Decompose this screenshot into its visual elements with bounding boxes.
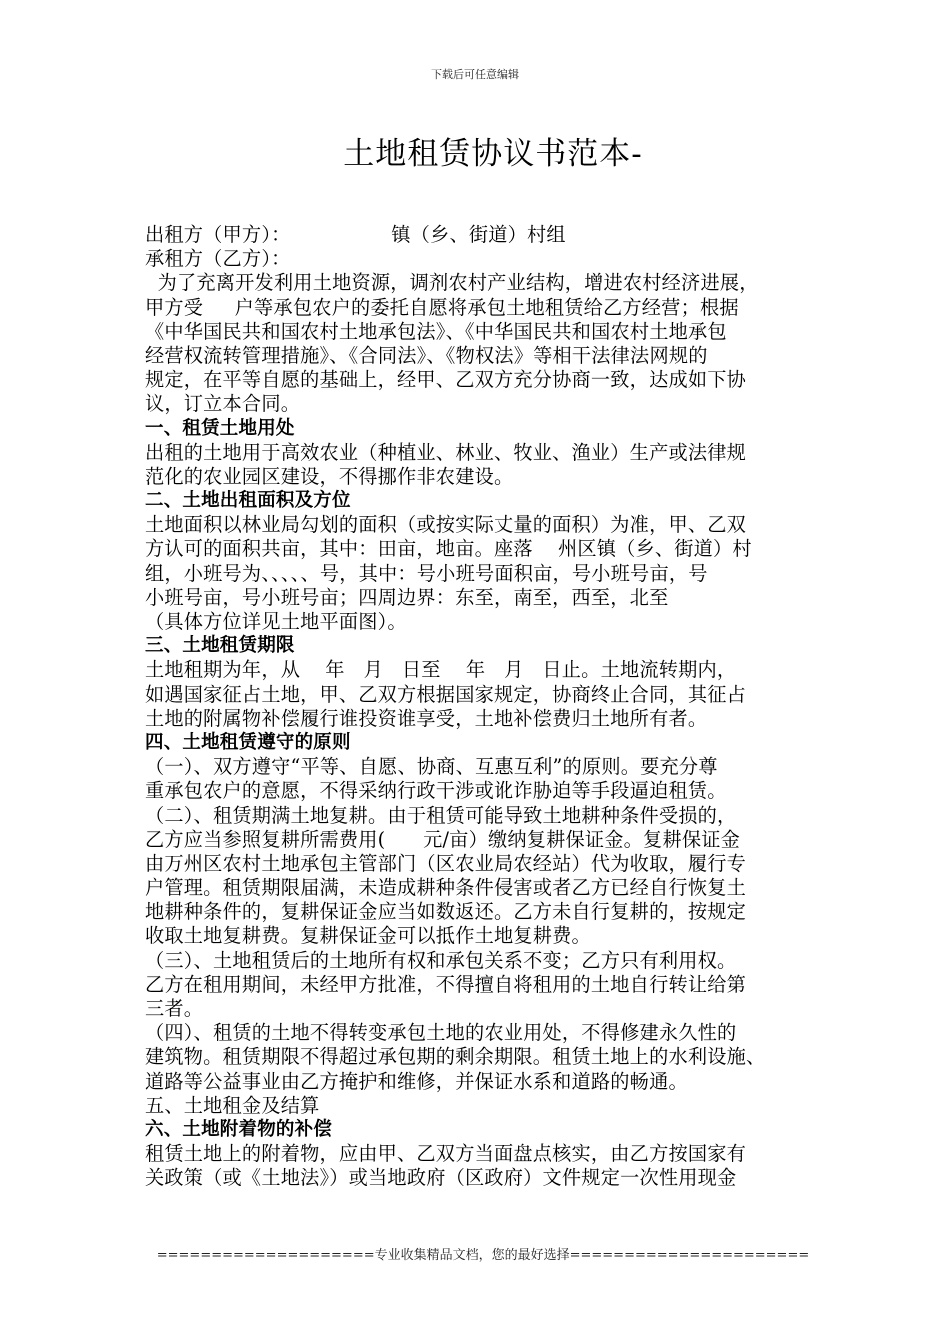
paragraph-line: 乙方应当参照复耕所需费用( 元/亩）缴纳复耕保证金。复耕保证金 xyxy=(145,827,740,851)
paragraph-line: 建筑物。租赁期限不得超过承包期的剩余期限。租赁土地上的水利设施、 xyxy=(145,1045,766,1069)
paragraph-line: 土地面积以林业局勾划的面积（或按实际丈量的面积）为准，甲、乙双 xyxy=(145,513,747,537)
paragraph-line: 道路等公益事业由乙方掩护和维修，并保证水系和道路的畅通。 xyxy=(145,1069,688,1093)
paragraph-line: 关政策（或《土地法》）或当地政府（区政府）文件规定一次性用现金 xyxy=(145,1166,737,1190)
paragraph-line: 户管理。租赁期限届满，未造成耕种条件侵害或者乙方已经自行恢复土 xyxy=(145,876,747,900)
section-heading: 六、土地附着物的补偿 xyxy=(145,1118,333,1140)
paragraph-line: 出租的土地用于高效农业（种植业、林业、牧业、渔业）生产或法律规 xyxy=(145,440,747,464)
paragraph-line: 收取土地复耕费。复耕保证金可以抵作土地复耕费。 xyxy=(145,924,591,948)
paragraph-line: 五、土地租金及结算 xyxy=(145,1093,320,1117)
paragraph-line: 出租方（甲方）： 镇（乡、街道）村组 xyxy=(145,223,566,246)
paragraph-line: 经营权流转管理措施》、《合同法》、《物权法》等相干法律法网规的 xyxy=(145,343,708,367)
header-note: 下载后可任意编辑 xyxy=(431,68,519,81)
paragraph-line: 规定，在平等自愿的基础上，经甲、乙双方充分协商一致，达成如下协 xyxy=(145,368,747,392)
paragraph-line: 承租方（乙方）： xyxy=(145,247,291,271)
paragraph-line: 范化的农业园区建设，不得挪作非农建设。 xyxy=(145,464,514,488)
paragraph-line: 如遇国家征占土地，甲、乙双方根据国家规定，协商终止合同，其征占 xyxy=(145,682,747,706)
paragraph-line: 重承包农户的意愿，不得采纳行政干涉或讹诈胁迫等手段逼迫租赁。 xyxy=(145,779,727,803)
section-heading: 三、土地租赁期限 xyxy=(145,635,295,657)
paragraph-line: 议，订立本合同。 xyxy=(145,392,301,416)
paragraph-line: 乙方在租用期间，未经甲方批准，不得擅自将租用的土地自行转让给第 xyxy=(145,972,747,996)
paragraph-line: 三者。 xyxy=(145,997,204,1020)
paragraph-line: 地耕种条件的，复耕保证金应当如数返还。乙方未自行复耕的，按规定 xyxy=(145,900,747,924)
paragraph-line: 为了充离开发利用土地资源，调剂农村产业结构，增进农村经济进展， xyxy=(145,271,759,295)
paragraph-line: 由万州区农村土地承包主管部门（区农业局农经站）代为收取，履行专 xyxy=(145,851,747,875)
paragraph-line: （具体方位详见土地平面图）。 xyxy=(145,610,407,633)
paragraph-line: （三）、土地租赁后的土地所有权和承包关系不变；乙方只有利用权。 xyxy=(145,948,737,972)
section-heading: 四、土地租赁遵守的原则 xyxy=(145,731,351,753)
document-title: 土地租赁协议书范本- xyxy=(343,136,643,172)
paragraph-line: （一）、双方遵守“平等、自愿、协商、互惠互利”的原则。要充分尊 xyxy=(145,755,718,779)
paragraph-line: （二）、租赁期满土地复耕。由于租赁可能导致土地耕种条件受损的， xyxy=(145,803,737,827)
footer-note: ====================专业收集精品文档，您的最好选择====================== xyxy=(156,1248,810,1263)
paragraph-line: 《中华国民共和国农村土地承包法》、《中华国民共和国农村土地承包 xyxy=(145,319,727,343)
paragraph-line: 甲方受 户等承包农户的委托自愿将承包土地租赁给乙方经营；根据 xyxy=(145,295,739,319)
paragraph-line: 土地的附属物补偿履行谁投资谁享受，土地补偿费归土地所有者。 xyxy=(145,706,708,730)
paragraph-line: （四）、租赁的土地不得转变承包土地的农业用处，不得修建永久性的 xyxy=(145,1021,737,1045)
paragraph-line: 组，小班号为、、、、、号，其中：号小班号面积亩，号小班号亩，号 xyxy=(145,561,708,585)
paragraph-line: 小班号亩，号小班号亩；四周边界：东至，南至，西至，北至 xyxy=(145,585,669,609)
document-body xyxy=(145,223,865,1191)
section-heading: 一、租赁土地用处 xyxy=(145,417,295,439)
section-heading: 二、土地出租面积及方位 xyxy=(145,490,351,512)
paragraph-line: 土地租期为年，从 年 月 日至 年 月 日止。土地流转期内， xyxy=(145,658,737,682)
paragraph-line: 租赁土地上的附着物，应由甲、乙双方当面盘点核实，由乙方按国家有 xyxy=(145,1142,747,1166)
paragraph-line: 方认可的面积共亩，其中：田亩，地亩。座落 州区镇（乡、街道）村 xyxy=(145,537,752,561)
